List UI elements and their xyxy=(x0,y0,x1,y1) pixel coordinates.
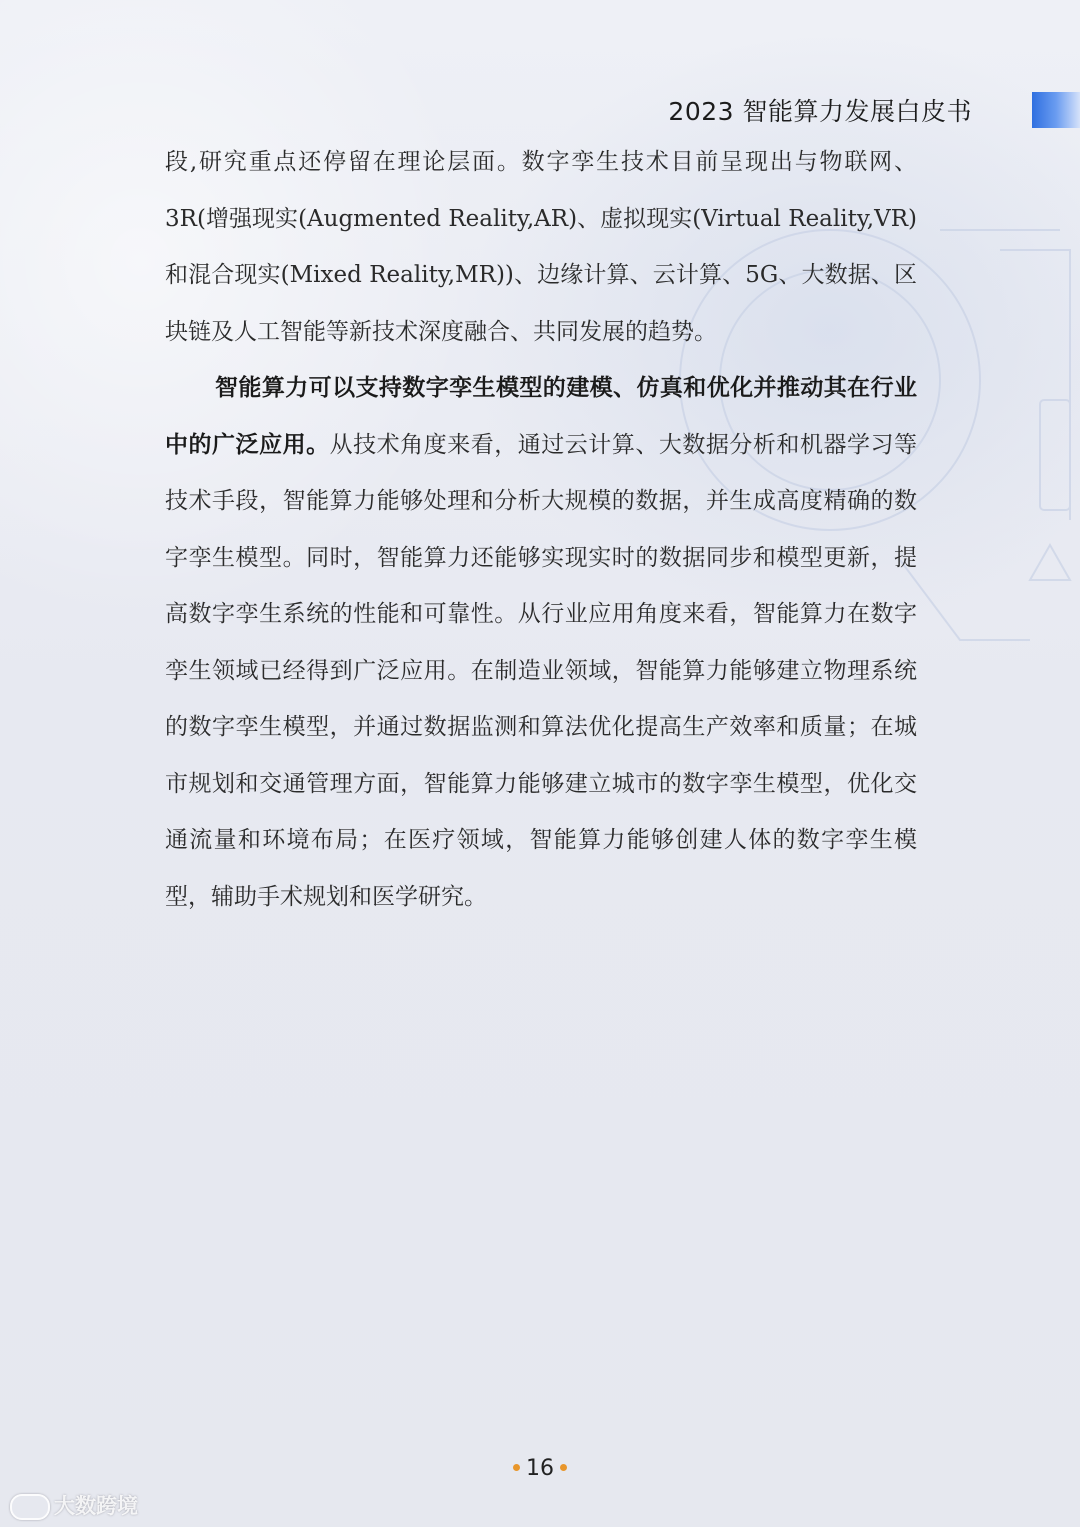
document-header-title: 2023 智能算力发展白皮书 xyxy=(668,97,972,126)
page-number-dot-left xyxy=(513,1464,520,1471)
page-number-dot-right xyxy=(560,1464,567,1471)
page-number-text: 16 xyxy=(526,1456,554,1481)
paragraph-digital-twin-trends: 段,研究重点还停留在理论层面。数字孪生技术目前呈现出与物联网、3R(增强现实(Augmented Reality,AR)、虚拟现实(Virtual Reality,VR)和混合现实(Mixed Reality,MR))、边缘计算、云计算、5G、大数据、区块链及人工智能等新技术深度融合、共同发展的趋势。 xyxy=(165,149,917,345)
watermark-text: 大数跨境 xyxy=(54,1494,138,1518)
page-number xyxy=(0,1456,1080,1481)
paragraph-body-text: 从技术角度来看，通过云计算、大数据分析和机器学习等技术手段，智能算力能够处理和分析大规模的数据，并生成高度精确的数字孪生模型。同时，智能算力还能够实现实时的数据同步和模型更新，提高数字孪生系统的性能和可靠性。从行业应用角度来看，智能算力在数字孪生领域已经得到广泛应用。在制造业领域，智能算力能够建立物理系统的数字孪生模型，并通过数据监测和算法优化提高生产效率和质量；在城市规划和交通管理方面，智能算力能够建立城市的数字孪生模型，优化交通流量和环境布局；在医疗领域，智能算力能够创建人体的数字孪生模型，辅助手术规划和医学研究。 xyxy=(165,431,918,910)
paragraph-intelligent-computing-digital-twin xyxy=(165,360,917,925)
watermark-logo-icon xyxy=(10,1494,50,1520)
paragraph-bold-lead: 智能算力可以支持数字孪生模型的建模、仿真和优化并推动其在行业中的广泛应用。 xyxy=(165,374,917,458)
header-accent-bar xyxy=(1032,92,1080,128)
watermark xyxy=(10,1490,138,1520)
body-content xyxy=(165,134,917,925)
